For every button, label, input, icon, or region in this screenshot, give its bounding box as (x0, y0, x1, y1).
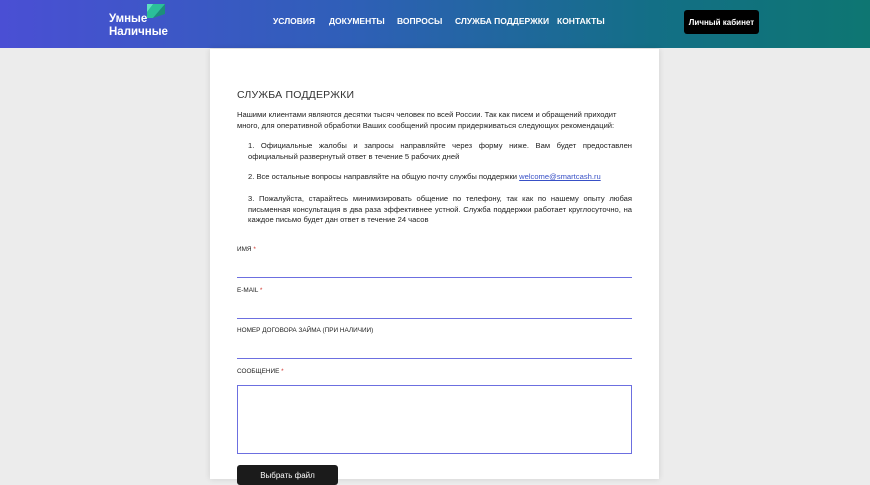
logo-mark-icon (143, 4, 167, 26)
support-card (210, 49, 659, 479)
support-email-link[interactable]: welcome@smartcash.ru (519, 172, 601, 181)
nav-item-support[interactable]: СЛУЖБА ПОДДЕРЖКИ (455, 16, 550, 26)
personal-cabinet-button[interactable]: Личный кабинет (684, 10, 759, 34)
message-label: СООБЩЕНИЕ * (237, 368, 284, 375)
nav-item-documents[interactable]: ДОКУМЕНТЫ (329, 16, 385, 26)
nav-item-questions[interactable]: ВОПРОСЫ (397, 16, 443, 26)
message-textarea[interactable] (237, 385, 632, 454)
intro-text: Нашими клиентами являются десятки тысяч человек по всей России. Так как писем и обращений приходит много, для оперативной обработки Ваших сообщений просим придерживаться следующих рекомендаций: (237, 110, 617, 130)
name-label: ИМЯ * (237, 246, 256, 253)
rule-2 (248, 172, 632, 183)
top-header (0, 0, 870, 48)
contract-number-field[interactable] (237, 358, 632, 359)
required-mark: * (259, 287, 263, 294)
required-mark: * (253, 246, 256, 253)
rule-3: 3. Пожалуйста, старайтесь минимизировать общение по телефону, так как по нашему опыту любая письменная консультация в два раза эффективнее устной. Служба поддержки работает круглосуточно, на каждое письмо будет дан ответ в течение 24 часов (248, 194, 632, 224)
rule-2-text: 2. Все остальные вопросы направляйте на общую почту службы поддержки (248, 172, 520, 181)
email-label: E-MAIL * (237, 287, 263, 294)
logo-line-1: Умные (109, 13, 148, 25)
rule-1: 1. Официальные жалобы и запросы направляйте через форму ниже. Вам будет предоставлен официальный развернутый ответ в течение 5 рабочих дней (248, 141, 632, 161)
logo[interactable] (109, 8, 179, 42)
required-mark: * (281, 368, 284, 375)
page-title: СЛУЖБА ПОДДЕРЖКИ (237, 89, 355, 101)
nav-item-conditions[interactable]: УСЛОВИЯ (273, 16, 316, 26)
contract-label: НОМЕР ДОГОВОРА ЗАЙМА (ПРИ НАЛИЧИИ) (237, 327, 374, 334)
name-field[interactable] (237, 277, 632, 278)
logo-line-2: Наличные (109, 25, 168, 38)
nav-item-contacts[interactable]: КОНТАКТЫ (557, 16, 605, 26)
email-field[interactable] (237, 318, 632, 319)
choose-file-button[interactable]: Выбрать файл (237, 465, 338, 485)
